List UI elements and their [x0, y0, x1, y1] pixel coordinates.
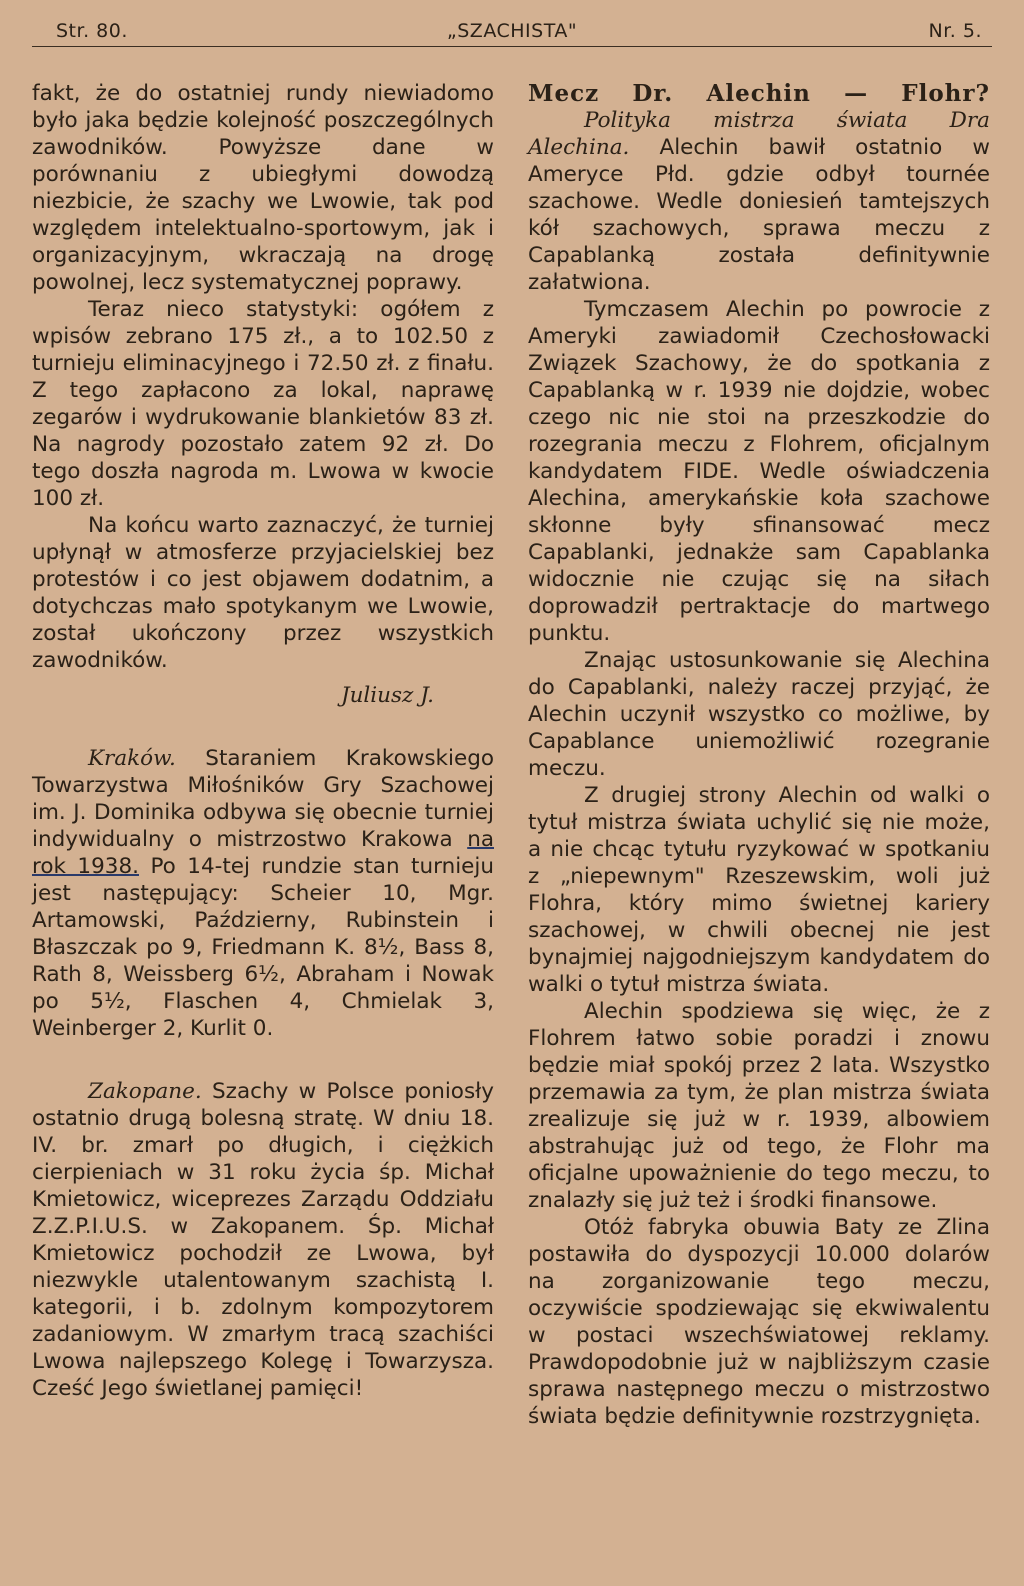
article-paragraph-3: Znając ustosunkowanie się Alechina do Capablanki, należy raczej przyjąć, że Alechin uczynił wszystko co możliwe, by Capablance uniemożliwić rozegranie meczu. — [528, 648, 990, 781]
journal-title: „SZACHISTA" — [446, 20, 578, 42]
article-paragraph-6: Otóż fabryka obuwia Baty ze Zlina postawiła do dyspozycji 10.000 dolarów na zorganizowanie tego meczu, oczywiście spodziewając się ekwiwalentu w postaci wszechświatowej reklamy. Prawdopodobnie już w najbliższym czasie sprawa następnego meczu o mistrzostwo świata będzie definitywnie rozstrzygnięta. — [528, 1215, 990, 1429]
page-header — [32, 16, 992, 47]
lwow-paragraph-2: Teraz nieco statystyki: ogółem z wpisów zebrano 175 zł., a to 102.50 z turnieju eliminacyjnego i 72.50 zł. z finału. Z tego zapłacono za lokal, naprawę zegarów i wydrukowanie blankietów 83 zł. Na nagrody pozostało zatem 92 zł. Do tego doszła nagroda m. Lwowa w kwocie 100 zł. — [32, 297, 494, 511]
article-lead-text: Alechin bawił ostatnio w Ameryce Płd. gdzie odbył tournée szachowe. Wedle doniesień tamtejszych kół szachowych, sprawa meczu z Capablanką została definitywnie załatwiona. — [528, 135, 990, 295]
article-lead — [528, 107, 990, 296]
krakow-text-a: Staraniem Krakowskiego Towarzystwa Miłośników Gry Szachowej im. J. Dominika odbywa się obecnie turniej indywidualny o mistrzostwo Krakowa — [32, 746, 494, 852]
zakopane-text: Szachy w Polsce poniosły ostatnio drugą bolesną stratę. W dniu 18. IV. br. zmarł po długich, i ciężkich cierpieniach w 31 roku życia śp. Michał Kmietowicz, wiceprezes Zarządu Oddziału Z.Z.P.I.U.S. w Zakopanem. Śp. Michał Kmietowicz pochodził ze Lwowa, był niezwykle utalentowanym szachistą I. kategorii, i b. zdolnym kompozytorem zadaniowym. W zmarłym tracą szachiści Lwowa najlepszego Kolegę i Towarzysza. Cześć Jego świetlanej pamięci! — [32, 1079, 494, 1401]
article-paragraph-4: Z drugiej strony Alechin od walki o tytuł mistrza świata uchylić się nie może, a nie chcąc tytułu ryzykować w spotkaniu z „niepewnym" Rzeszewskim, woli już Flohra, który mimo świetnej kariery szachowej, w chwili obecnej nie jest bynajmiej najgodniejszym kandydatem do walki o tytuł mistrza świata. — [528, 783, 990, 997]
krakow-place-name: Kraków. — [88, 746, 176, 771]
krakow-text-b: Po 14-tej rundzie stan turnieju jest następujący: Scheier 10, Mgr. Artamowski, Październy, Rubinstein i Błaszczak po 9, Friedmann K. 8½, Bass 8, Rath 8, Weissberg 6½, Abraham i Nowak po 5½, Flaschen 4, Chmielak 3, Weinberger 2, Kurlit 0. — [32, 854, 494, 1041]
article-lead-italic: Polityka mistrza świata Dra Alechina. — [528, 108, 990, 160]
zakopane-place-name: Zakopane. — [88, 1079, 202, 1104]
lwow-paragraph-1: fakt, że do ostatniej rundy niewiadomo było jaka będzie kolejność poszczególnych zawodników. Powyższe dane w porównaniu z ubiegłymi dowodzą niezbicie, że szachy we Lwowie, tak pod względem intelektualno-sportowym, jak i organizacyjnym, wkraczają na drogę powolnej, lecz systematycznej poprawy. — [32, 81, 494, 295]
issue-number: Nr. 5. — [928, 20, 982, 42]
krakow-paragraph — [32, 745, 494, 1042]
right-column — [528, 80, 990, 1430]
article-paragraph-5: Alechin spodziewa się więc, że z Flohrem łatwo sobie poradzi i znowu będzie miał spokój przez 2 lata. Wszystko przemawia za tym, że plan mistrza świata zrealizuje się już w r. 1939, albowiem abstrahując już od tego, że Flohr ma oficjalne upoważnienie do tego meczu, to znalazły się już też i środki finansowe. — [528, 999, 990, 1213]
left-column — [32, 80, 494, 1402]
zakopane-paragraph — [32, 1078, 494, 1402]
author-signature: Juliusz J. — [340, 683, 434, 708]
krakow-underlined-text: na rok 1938. — [32, 827, 494, 879]
article-paragraph-2: Tymczasem Alechin po powrocie z Ameryki zawiadomił Czechosłowacki Związek Szachowy, że do spotkania z Capablanką w r. 1939 nie dojdzie, wobec czego nic nie stoi na przeszkodzie do rozegrania meczu z Flohrem, oficjalnym kandydatem FIDE. Wedle oświadczenia Alechina, amerykańskie koła szachowe skłonne były sfinansować mecz Capablanki, jednakże sam Capablanka widocznie nie czując się na siłach doprowadził pertraktacje do martwego punktu. — [528, 297, 990, 646]
section-gap — [32, 709, 494, 745]
lwow-paragraph-3: Na końcu warto zaznaczyć, że turniej upłynął w atmosferze przyjacielskiej bez protestów i co jest objawem dodatnim, a dotychczas mało spotykanym we Lwowie, został ukończony przez wszystkich zawodników. — [32, 513, 494, 673]
section-gap — [32, 1042, 494, 1078]
article-title: Mecz Dr. Alechin — Flohr? — [528, 80, 990, 107]
page-number: Str. 80. — [56, 20, 128, 42]
